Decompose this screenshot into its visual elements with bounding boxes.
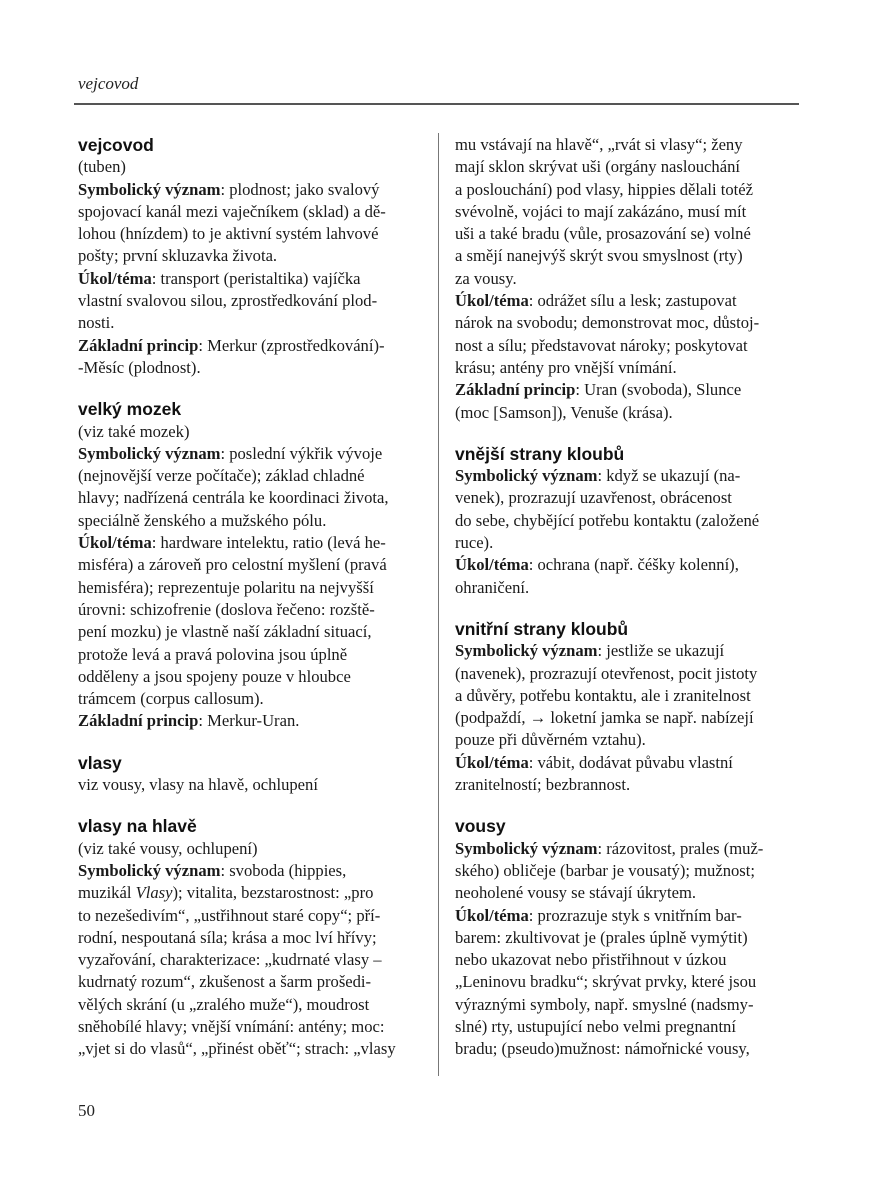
entry-text: trámcem (corpus callosum). xyxy=(78,689,264,709)
entry-line xyxy=(78,644,418,666)
entry-line xyxy=(455,729,795,751)
entry-text: a smějí nanejvýš skrýt svou smyslnost (rty) xyxy=(455,246,743,266)
entry-line xyxy=(455,357,795,379)
entry-line xyxy=(78,666,418,688)
entry-line xyxy=(455,465,795,487)
entry-text: (navenek), prozrazují otevřenost, pocit jistoty xyxy=(455,663,758,683)
entry-line xyxy=(455,156,795,178)
entry-line xyxy=(455,905,795,927)
entry-text: : svoboda (hippies, xyxy=(220,860,347,880)
entry-line xyxy=(455,510,795,532)
dictionary-entry xyxy=(455,618,795,796)
entry-text: bradu; (pseudo)mužnost: námořnické vousy, xyxy=(455,1039,750,1059)
field-label: Symbolický význam xyxy=(78,860,221,880)
entry-text: nosti. xyxy=(78,313,115,333)
field-label: Základní princip xyxy=(455,380,576,400)
dictionary-entry xyxy=(78,134,418,379)
entry-text: nost a sílu; představovat nároky; poskytovat xyxy=(455,335,748,355)
page-number: 50 xyxy=(78,1101,95,1120)
entry-text: (tuben) xyxy=(78,157,126,177)
entry-text: misféra) a zároveň pro celostní myšlení (pravá xyxy=(78,555,387,575)
entry-line xyxy=(78,860,418,882)
entry-line xyxy=(78,421,418,443)
entry-text: ského) obličeje (barbar je vousatý); mužnost; xyxy=(455,860,755,880)
entry-line xyxy=(78,223,418,245)
entry-line xyxy=(455,201,795,223)
entry-text: (podpaždí, → loketní jamka se např. nabízejí xyxy=(455,708,754,728)
entry-text: do sebe, chybějící potřebu kontaktu (založené xyxy=(455,510,760,530)
entry-line xyxy=(78,838,418,860)
entry-line xyxy=(78,971,418,993)
entry-line xyxy=(78,994,418,1016)
entry-text: úrovni: schizofrenie (doslova řečeno: rozště- xyxy=(78,599,375,619)
entry-line xyxy=(78,201,418,223)
entry-text: vyzařování, charakterizace: „kudrnaté vlasy – xyxy=(78,950,382,970)
field-label: Úkol/téma xyxy=(455,291,529,311)
field-label: Symbolický význam xyxy=(78,179,221,199)
entry-line xyxy=(78,577,418,599)
entry-line xyxy=(455,860,795,882)
field-label: Symbolický význam xyxy=(455,641,598,661)
entry-line xyxy=(455,994,795,1016)
entry-text: -Měsíc (plodnost). xyxy=(78,357,201,377)
column-divider xyxy=(438,133,439,1076)
entry-line xyxy=(455,245,795,267)
entry-text: (viz také vousy, ochlupení) xyxy=(78,838,258,858)
entry-text: „vjet si do vlasů“, „přinést oběť“; strach: „vlasy xyxy=(78,1039,396,1059)
entry-text: nárok na svobodu; demonstrovat moc, důstoj- xyxy=(455,313,760,333)
dictionary-entry xyxy=(455,443,795,599)
entry-line xyxy=(455,402,795,424)
entry-text: vlastní svalovou silou, zprostředkování plod- xyxy=(78,291,378,311)
entry-text: „Leninovu bradku“; skrývat prvky, které jsou xyxy=(455,972,757,992)
entry-text: : odrážet sílu a lesk; zastupovat xyxy=(528,291,737,311)
entry-line xyxy=(455,640,795,662)
entry-text: : Merkur (zprostředkování)- xyxy=(198,335,385,355)
entry-text: slné) rty, ustupující nebo velmi pregnantní xyxy=(455,1016,736,1036)
entry-text: spojovací kanál mezi vaječníkem (sklad) a dě- xyxy=(78,201,386,221)
entry-line xyxy=(455,335,795,357)
entry-line xyxy=(78,487,418,509)
right-column xyxy=(455,134,795,1061)
entry-text: odděleny a jsou spojeny pouze v hloubce xyxy=(78,666,351,686)
entry-line xyxy=(455,312,795,334)
entry-line xyxy=(78,179,418,201)
entry-line xyxy=(455,1038,795,1060)
entry-line xyxy=(455,379,795,401)
entry-text: : když se ukazují (na- xyxy=(597,466,741,486)
entry-text: (moc [Samson]), Venuše (krása). xyxy=(455,402,673,422)
entry-text: venek), prozrazují uzavřenost, obrácenost xyxy=(455,488,732,508)
entry-line xyxy=(78,554,418,576)
entry-headword: vnitřní strany kloubů xyxy=(455,618,629,639)
entry-text: : rázovitost, prales (muž- xyxy=(597,838,764,858)
entry-text: : poslední výkřik vývoje xyxy=(220,443,383,463)
entry-text: : hardware intelektu, ratio (levá he- xyxy=(151,533,386,553)
entry-text: a důvěry, potřebu kontaktu, ale i zranitelnost xyxy=(455,685,751,705)
entry-text: to nezešedivím“, „ustřihnout staré copy“; pří- xyxy=(78,905,381,925)
entry-line xyxy=(455,134,795,156)
field-label: Úkol/téma xyxy=(78,533,152,553)
entry-text: : jestliže se ukazují xyxy=(597,641,725,661)
entry-text: rodní, nespoutaná síla; krása a moc lví hřívy; xyxy=(78,927,377,947)
entry-headword: vlasy xyxy=(78,752,122,773)
entry-line xyxy=(78,774,418,796)
entry-headword: vousy xyxy=(455,816,506,837)
entry-line xyxy=(78,156,418,178)
entry-line xyxy=(455,774,795,796)
entry-headword: velký mozek xyxy=(78,399,182,420)
entry-text: výraznými symboly, např. smyslné (nadsmy- xyxy=(455,994,754,1014)
entry-text: a poslouchání) pod vlasy, hippies dělali totéž xyxy=(455,179,753,199)
dictionary-entry xyxy=(78,398,418,732)
entry-text: ); vitalita, bezstarostnost: „pro xyxy=(172,883,374,903)
entry-text: mu vstávají na hlavě“, „rvát si vlasy“; ženy xyxy=(455,135,743,154)
entry-text: : vábit, dodávat půvabu vlastní xyxy=(528,752,733,772)
field-label: Symbolický význam xyxy=(455,466,598,486)
entry-line xyxy=(78,443,418,465)
entry-text: (viz také mozek) xyxy=(78,421,190,441)
entry-line xyxy=(455,949,795,971)
entry-text: vělých skrání (u „zralého muže“), moudrost xyxy=(78,994,370,1014)
entry-line xyxy=(455,838,795,860)
entry-line xyxy=(455,927,795,949)
field-label: Základní princip xyxy=(78,711,199,731)
entry-text: uši a také bradu (vůle, prosazování se) volné xyxy=(455,224,751,244)
entry-text: barem: zkultivovat je (prales úplně vymýtit) xyxy=(455,927,748,947)
dictionary-entry xyxy=(455,134,795,424)
entry-headword: vnější strany kloubů xyxy=(455,443,625,464)
entry-text: pení mozku) je vlastně naší základní situací, xyxy=(78,622,372,642)
field-label: Úkol/téma xyxy=(455,752,529,772)
entry-line xyxy=(78,1016,418,1038)
entry-line xyxy=(455,487,795,509)
entry-headword: vlasy na hlavě xyxy=(78,816,197,837)
entry-line xyxy=(455,577,795,599)
entry-line xyxy=(78,290,418,312)
entry-line xyxy=(78,927,418,949)
entry-line xyxy=(78,357,418,379)
entry-line xyxy=(455,268,795,290)
entry-line xyxy=(455,663,795,685)
entry-text: pošty; první skluzavka života. xyxy=(78,246,278,266)
dictionary-entry xyxy=(78,815,418,1060)
left-column xyxy=(78,134,418,1061)
entry-text: : Uran (svoboda), Slunce xyxy=(575,380,742,400)
entry-text: ohraničení. xyxy=(455,577,530,597)
entry-line xyxy=(455,707,795,729)
entry-line xyxy=(455,752,795,774)
entry-line xyxy=(78,268,418,290)
entry-text: muzikál xyxy=(78,883,136,903)
field-label: Symbolický význam xyxy=(455,838,598,858)
entry-text: kudrnatý rozum“, zkušenost a šarm prošedi- xyxy=(78,972,372,992)
entry-line xyxy=(78,882,418,904)
entry-text: : transport (peristaltika) vajíčka xyxy=(151,268,361,288)
entry-line xyxy=(78,688,418,710)
entry-text: neoholené vousy se stávají úkrytem. xyxy=(455,883,697,903)
entry-line xyxy=(455,223,795,245)
entry-line xyxy=(455,532,795,554)
entry-line xyxy=(78,465,418,487)
entry-line xyxy=(78,532,418,554)
field-label: Základní princip xyxy=(78,335,199,355)
entry-line xyxy=(455,554,795,576)
entry-line xyxy=(78,710,418,732)
entry-line xyxy=(78,245,418,267)
field-label: Úkol/téma xyxy=(455,555,529,575)
entry-line xyxy=(78,510,418,532)
dictionary-entry xyxy=(78,752,418,797)
running-head: vejcovod xyxy=(78,74,139,93)
entry-text: viz vousy, vlasy na hlavě, ochlupení xyxy=(78,775,318,795)
entry-text: svévolně, vojáci to mají zakázáno, musí mít xyxy=(455,201,747,221)
entry-text: ruce). xyxy=(455,533,494,553)
entry-line xyxy=(78,621,418,643)
entry-line xyxy=(78,599,418,621)
entry-text: zranitelností; bezbrannost. xyxy=(455,775,631,795)
entry-text: : Merkur-Uran. xyxy=(198,711,300,731)
entry-line xyxy=(78,312,418,334)
dictionary-entry xyxy=(455,815,795,1060)
entry-text: : prozrazuje styk s vnitřním bar- xyxy=(528,905,742,925)
entry-text: krásu; antény pro vnější vnímání. xyxy=(455,357,677,377)
entry-text: : plodnost; jako svalový xyxy=(220,179,380,199)
field-label: Úkol/téma xyxy=(78,268,152,288)
entry-line xyxy=(455,1016,795,1038)
entry-line xyxy=(455,290,795,312)
entry-text: (nejnovější verze počítače); základ chladné xyxy=(78,466,365,486)
field-label: Úkol/téma xyxy=(455,905,529,925)
entry-text: hlavy; nadřízená centrála ke koordinaci života, xyxy=(78,488,389,508)
entry-line xyxy=(78,905,418,927)
entry-line xyxy=(455,971,795,993)
entry-text: nebo ukazovat nebo přistřihnout v úzkou xyxy=(455,950,727,970)
entry-text: hemisféra); reprezentuje polaritu na nejvyšší xyxy=(78,577,374,597)
italic-title: Vlasy xyxy=(135,883,173,903)
entry-headword: vejcovod xyxy=(78,135,154,155)
entry-text: sněhobílé hlavy; vnější vnímání: antény; moc: xyxy=(78,1016,385,1036)
entry-line xyxy=(455,179,795,201)
entry-line xyxy=(78,1038,418,1060)
entry-line xyxy=(455,882,795,904)
entry-line xyxy=(78,949,418,971)
field-label: Symbolický význam xyxy=(78,443,221,463)
entry-line xyxy=(455,685,795,707)
entry-text: za vousy. xyxy=(455,268,517,288)
entry-text: speciálně ženského a mužského pólu. xyxy=(78,510,327,530)
entry-text: pouze při důvěrném vztahu). xyxy=(455,730,646,750)
entry-text: : ochrana (např. čéšky kolenní), xyxy=(528,555,739,575)
header-rule xyxy=(74,103,799,105)
entry-line xyxy=(78,335,418,357)
entry-text: protože levá a pravá polovina jsou úplně xyxy=(78,644,348,664)
entry-text: lohou (hnízdem) to je aktivní systém lahvové xyxy=(78,224,379,244)
entry-text: mají sklon skrývat uši (orgány naslouchání xyxy=(455,157,740,177)
